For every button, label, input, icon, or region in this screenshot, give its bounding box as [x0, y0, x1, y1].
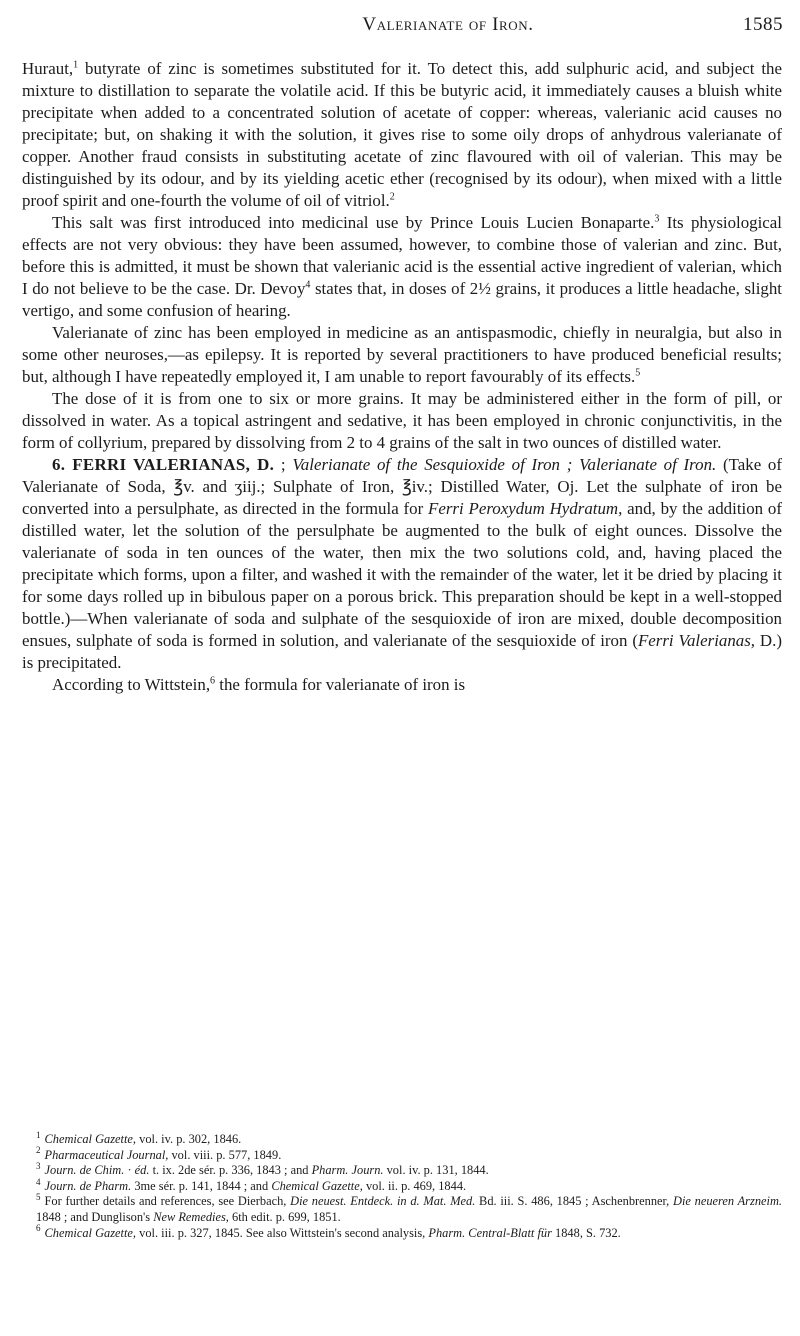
italic-text: éd. — [134, 1163, 150, 1178]
running-title: Valerianate of Iron. — [362, 14, 534, 35]
text-run: D.) is precipitated. — [22, 631, 782, 672]
text-run: 1848, S. 732. — [551, 1225, 621, 1240]
paragraph — [22, 454, 782, 674]
italic-text: New Remedies, — [153, 1209, 229, 1224]
footnote-ref[interactable]: 3 — [654, 213, 660, 225]
text-run: The dose of it is from one to six or more grains. It may be administered either in the form of pill, or dissolved in water. As a topical astringent and sedative, it has been employed in chronic conjunctivitis, in the form of collyrium, prepared by dissolving from 2 to 4 grains of the salt in two ounces of distilled water. — [22, 389, 782, 452]
text-run: vol. iii. p. 327, 1845. See also Wittstein's second analysis, — [136, 1225, 429, 1240]
text-run: This salt was first introduced into medicinal use by Prince Louis Lucien Bonaparte. — [52, 213, 655, 232]
footnote — [36, 1176, 782, 1195]
footnote-marker: 5 — [36, 1192, 41, 1203]
section-heading: 6. FERRI VALERIANAS, D. — [52, 455, 275, 474]
paragraph — [22, 674, 782, 696]
body-text — [22, 58, 782, 696]
text-run: According to Wittstein, — [52, 675, 211, 694]
text-run: ; — [274, 455, 293, 474]
footnote-ref[interactable]: 5 — [635, 367, 641, 379]
italic-text: Pharmaceutical Journal, — [44, 1147, 169, 1162]
text-run: Its physiological effects are not very obvious: they have been assumed, however, to combine those of valerian and zinc. But, before this is admitted, it must be shown that valerianic acid is the essential active ingredient of valerian, which I do not believe to be the case. Dr. Devoy — [22, 213, 782, 298]
italic-text: Chemical Gazette, — [271, 1178, 363, 1193]
footnote — [36, 1163, 782, 1179]
italic-text: Pharm. Central-Blatt für — [428, 1225, 552, 1240]
text-run: Huraut, — [22, 59, 74, 78]
text-run: 6th edit. p. 699, 1851. — [228, 1209, 341, 1224]
text-run: For further details and references, see Dierbach, — [44, 1194, 291, 1209]
footnote-marker: 3 — [36, 1161, 41, 1172]
text-run: vol. iv. p. 131, 1844. — [383, 1163, 489, 1178]
footnote-ref[interactable]: 1 — [73, 59, 79, 71]
italic-text: Ferri Peroxydum Hydratum, — [428, 499, 623, 518]
italic-text: Chemical Gazette, — [44, 1132, 137, 1146]
italic-text: Pharm. Journ. — [311, 1163, 384, 1178]
italic-text: Valerianate of the Sesquioxide of Iron ; Valerianate of Iron. — [292, 455, 717, 474]
text-run: 3me sér. p. 141, 1844 ; and — [131, 1178, 272, 1193]
paragraph — [22, 388, 782, 454]
text-run: butyrate of zinc is sometimes substituted for it. To detect this, add sulphuric acid, and subject the mixture to distillation to separate the volatile acid. If this be butyric acid, it immediately causes a bluish white precipitate when added to a concentrated solution of acetate of copper: whereas, valerianic acid causes no precipitate; but, on shaking it with the solution, it gives rise to some oily drops of anhydrous valerianate of copper. Another fraud consists in substituting acetate of zinc flavoured with oil of valerian. This may be distinguished by its odour, and by its yielding acetic ether (recognised by its odour), when mixed with a little proof spirit and one-fourth the volume of oil of vitriol. — [22, 59, 782, 210]
footnote — [36, 1145, 782, 1164]
text-run: Valerianate of zinc has been employed in medicine as an antispasmodic, chiefly in neuralgia, but also in some other neuroses,—as epilepsy. It is reported by several practitioners to have produced beneficial results; but, although I have repeatedly employed it, I am unable to report favourably of its effects. — [22, 323, 782, 386]
text-run: · — [124, 1163, 135, 1178]
text-run: 1848 ; and Dunglison's — [36, 1209, 154, 1224]
text-run: vol. viii. p. 577, 1849. — [168, 1147, 282, 1162]
text-run: vol. iv. p. 302, 1846. — [136, 1132, 242, 1146]
paragraph — [22, 212, 782, 322]
text-run: vol. ii. p. 469, 1844. — [362, 1178, 467, 1193]
paragraph — [22, 58, 782, 212]
footnote-marker: 4 — [36, 1176, 41, 1187]
italic-text: Ferri Valerianas, — [637, 631, 756, 650]
footnote-ref[interactable]: 2 — [389, 191, 395, 203]
footnotes — [36, 1129, 782, 1241]
footnote — [36, 1223, 782, 1242]
italic-text: Chemical Gazette, — [44, 1225, 137, 1240]
italic-text: Journ. de Chim. — [44, 1163, 125, 1178]
footnote-marker: 2 — [36, 1145, 41, 1156]
italic-text: Die neueren Arzneim. — [673, 1194, 782, 1209]
footnote-ref[interactable]: 4 — [305, 279, 311, 291]
footnote-marker: 1 — [36, 1129, 41, 1140]
text-run: states that, in doses of 2½ grains, it produces a little headache, slight vertigo, and some confusion of hearing. — [22, 279, 782, 320]
footnote-marker: 6 — [36, 1223, 41, 1234]
footnote-ref[interactable]: 6 — [210, 675, 216, 687]
footnote — [36, 1194, 782, 1225]
text-run: t. ix. 2de sér. p. 336, 1843 ; and — [149, 1163, 312, 1178]
italic-text: Journ. de Pharm. — [44, 1178, 132, 1193]
italic-text: Die neuest. Entdeck. in d. Mat. Med. — [290, 1194, 476, 1209]
text-run: (Take of Valerianate of Soda, ℥v. and ʒiij.; Sulphate of Iron, ℥iv.; Distilled Water, Oj. Let the sulphate of iron be converted into a persulphate, as directed in the formula for — [22, 455, 782, 518]
paragraph — [22, 322, 782, 388]
text-run: Bd. iii. S. 486, 1845 ; Aschenbrenner, — [475, 1194, 674, 1209]
text-run: and, by the addition of distilled water, let the solution of the persulphate be augmented to the bulk of eight ounces. Dissolve the valerianate of soda in ten ounces of the water, then mix the two solutions cold, and, having placed the precipitate which forms, upon a filter, and washed it with the remainder of the water, let it be dried by placing it for some days rolled up in bibulous paper on a porous brick. This preparation should be kept in a well-stopped bottle.)—When valerianate of soda and sulphate of the sesquioxide of iron are mixed, double decomposition ensues, sulphate of soda is formed in solution, and valerianate of the sesquioxide of iron ( — [22, 499, 782, 650]
page-number: 1585 — [743, 14, 783, 35]
running-header — [238, 6, 783, 46]
footnote — [36, 1129, 782, 1148]
text-run: the formula for valerianate of iron is — [215, 675, 466, 694]
